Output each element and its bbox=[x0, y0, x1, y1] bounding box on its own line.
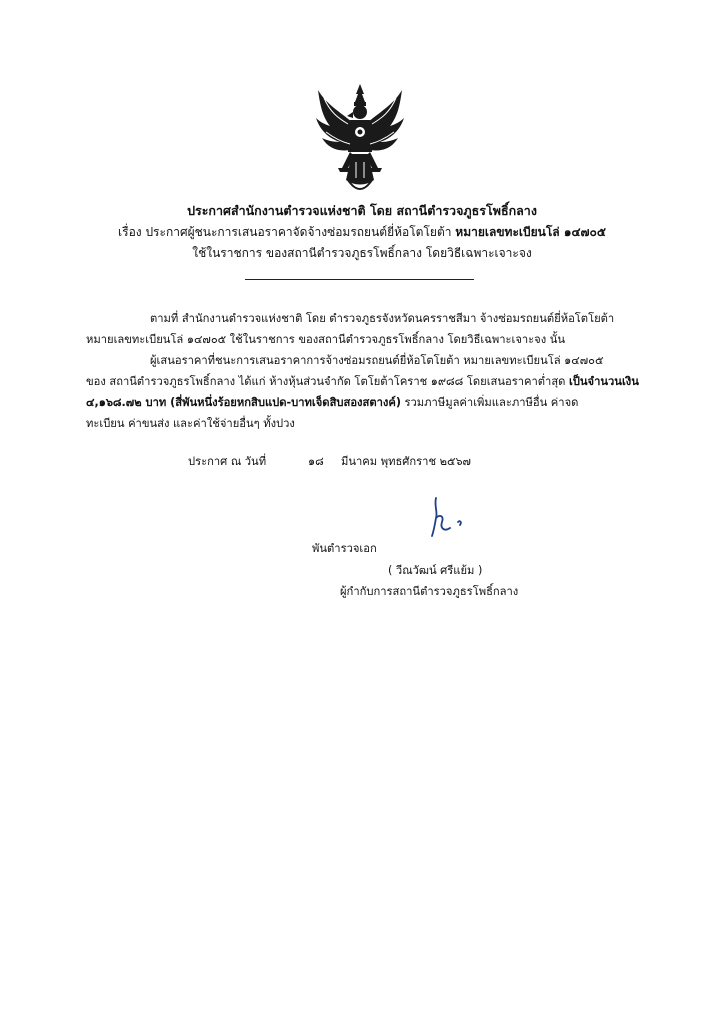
body-amount-value: ๔,๑๖๘.๗๒ บาท (สี่พันหนึ่งร้อยหกสิบแปด-บาทเจ็ดสิบสองสตางค์) bbox=[86, 396, 401, 409]
body-line-4-text: ของ สถานีตำรวจภูธรโพธิ์กลาง ได้แก่ ห้างหุ้นส่วนจำกัด โตโยต้าโคราช ๑๙๘๘ โดยเสนอราคาต่ำสุด bbox=[86, 375, 569, 388]
garuda-emblem-icon bbox=[312, 82, 408, 194]
subject-text: เรื่อง ประกาศผู้ชนะการเสนอราคาจัดจ้างซ่อมรถยนต์ยี่ห้อโตโยต้า bbox=[118, 225, 456, 239]
body-line-4 bbox=[86, 373, 639, 391]
date-month-year: มีนาคม พุทธศักราช ๒๕๖๗ bbox=[341, 455, 471, 468]
body-line-1: ตามที่ สำนักงานตำรวจแห่งชาติ โดย ตำรวจภูธรจังหวัดนครราชสีมา จ้างซ่อมรถยนต์ยี่ห้อโตโยต้า bbox=[150, 312, 615, 325]
body-line-5-text: รวมภาษีมูลค่าเพิ่มและภาษีอื่น ค่าจด bbox=[400, 396, 579, 409]
body-line-2: หมายเลขทะเบียนโล่ ๑๔๗๐๕ ใช้ในราชการ ของสถานีตำรวจภูธรโพธิ์กลาง โดยวิธีเฉพาะเจาะจง นั้น bbox=[86, 333, 566, 346]
signatory-name: ( วีณวัฒน์ ศรีแย้ม ) bbox=[388, 564, 483, 577]
body-line-5 bbox=[86, 394, 578, 412]
body-line-6: ทะเบียน ค่าขนส่ง และค่าใช้จ่ายอื่นๆ ทั้งปวง bbox=[86, 417, 295, 430]
body-amount-label: เป็นจำนวนเงิน bbox=[568, 375, 639, 388]
signatory-rank: พันตำรวจเอก bbox=[312, 542, 377, 555]
signatory-position: ผู้กำกับการสถานีตำรวจภูธรโพธิ์กลาง bbox=[340, 585, 519, 598]
body-line-3: ผู้เสนอราคาที่ชนะการเสนอราคาการจ้างซ่อมรถยนต์ยี่ห้อโตโยต้า หมายเลขทะเบียนโล่ ๑๔๗๐๕ bbox=[150, 354, 604, 367]
date-label: ประกาศ ณ วันที่ bbox=[188, 455, 267, 468]
signature-mark-icon bbox=[418, 492, 482, 544]
announcement-subject-line2: ใช้ในราชการ ของสถานีตำรวจภูธรโพธิ์กลาง โดยวิธีเฉพาะเจาะจง bbox=[192, 246, 532, 260]
announcement-title: ประกาศสำนักงานตำรวจแห่งชาติ โดย สถานีตำรวจภูธรโพธิ์กลาง bbox=[187, 203, 537, 218]
announcement-subject bbox=[0, 223, 724, 241]
subject-plate-number: หมายเลขทะเบียนโล่ ๑๔๗๐๕ bbox=[455, 225, 606, 239]
date-day: ๑๘ bbox=[308, 455, 324, 468]
title-divider bbox=[245, 279, 474, 280]
